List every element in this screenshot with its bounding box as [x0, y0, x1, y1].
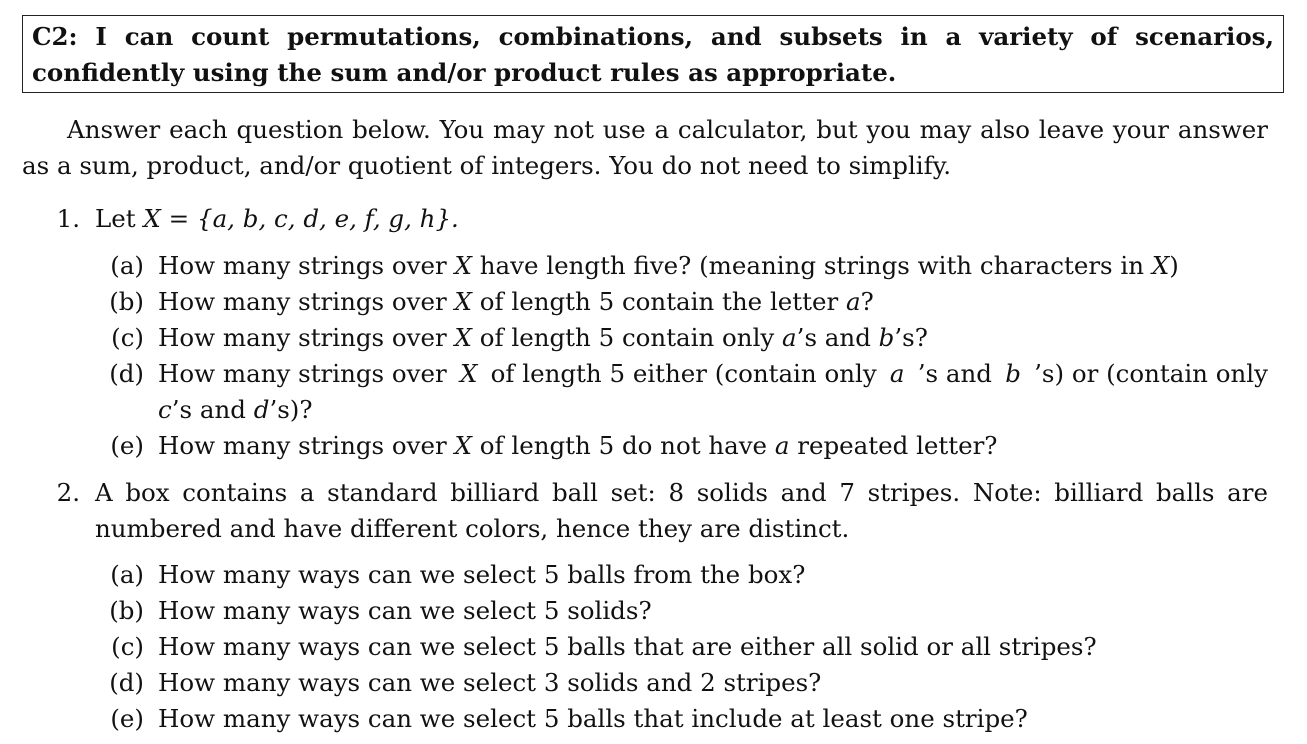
question-1-statement	[95, 201, 459, 237]
learning-target-text: C2: I can count permutations, combinations, and subsets in a variety of scenarios, confidently using the sum and/or product rules as appropriate.	[32, 22, 1274, 87]
question-1e-label: (e)	[110, 431, 144, 460]
question-2-line-2: numbered and have different colors, hence they are distinct.	[95, 514, 850, 543]
question-2e-text: How many ways can we select 5 balls that include at least one stripe?	[158, 704, 1028, 733]
question-2d-text: How many ways can we select 3 solids and 2 stripes?	[158, 668, 822, 697]
question-2a-text: How many ways can we select 5 balls from the box?	[158, 560, 806, 589]
question-1e-text: How many strings over X of length 5 do not have a repeated letter?	[158, 431, 998, 460]
question-2-line-1: A box contains a standard billiard ball set: 8 solids and 7 stripes. Note: billiard balls are	[95, 478, 1268, 507]
question-2d-label: (d)	[109, 668, 144, 697]
question-1-set-variable: X	[143, 204, 161, 233]
learning-target-box	[22, 15, 1284, 93]
question-2-number: 2.	[56, 478, 80, 507]
question-1d-text: How many strings over X of length 5 either (contain only a ’s and b ’s) or (contain only	[158, 359, 1268, 388]
instructions-line-2: as a sum, product, and/or quotient of integers. You do not need to simplify.	[22, 151, 952, 180]
question-1a-text: How many strings over X have length five? (meaning strings with characters in X)	[158, 251, 1179, 280]
question-2b-label: (b)	[109, 596, 144, 625]
question-2e-label: (e)	[110, 704, 144, 733]
instructions-line-1: Answer each question below. You may not use a calculator, but you may also leave your answer	[67, 115, 1268, 144]
question-1-set-definition: = {a, b, c, d, e, f, g, h}.	[168, 204, 459, 233]
instructions-paragraph	[22, 112, 1268, 184]
question-1a-label: (a)	[110, 251, 144, 280]
question-2c-text: How many ways can we select 5 balls that are either all solid or all stripes?	[158, 632, 1097, 661]
question-1-number: 1.	[56, 204, 80, 233]
question-2b-text: How many ways can we select 5 solids?	[158, 596, 652, 625]
question-2c-label: (c)	[111, 632, 144, 661]
question-1c-text: How many strings over X of length 5 contain only a’s and b’s?	[158, 323, 928, 352]
question-1b-label: (b)	[109, 287, 144, 316]
question-1c-label: (c)	[111, 323, 144, 352]
question-1-lead: Let	[95, 204, 136, 233]
question-1b-text: How many strings over X of length 5 contain the letter a?	[158, 287, 874, 316]
question-2a-label: (a)	[110, 560, 144, 589]
question-1d-text-continued: c’s and d’s)?	[158, 395, 313, 424]
question-1d-label: (d)	[109, 359, 144, 388]
